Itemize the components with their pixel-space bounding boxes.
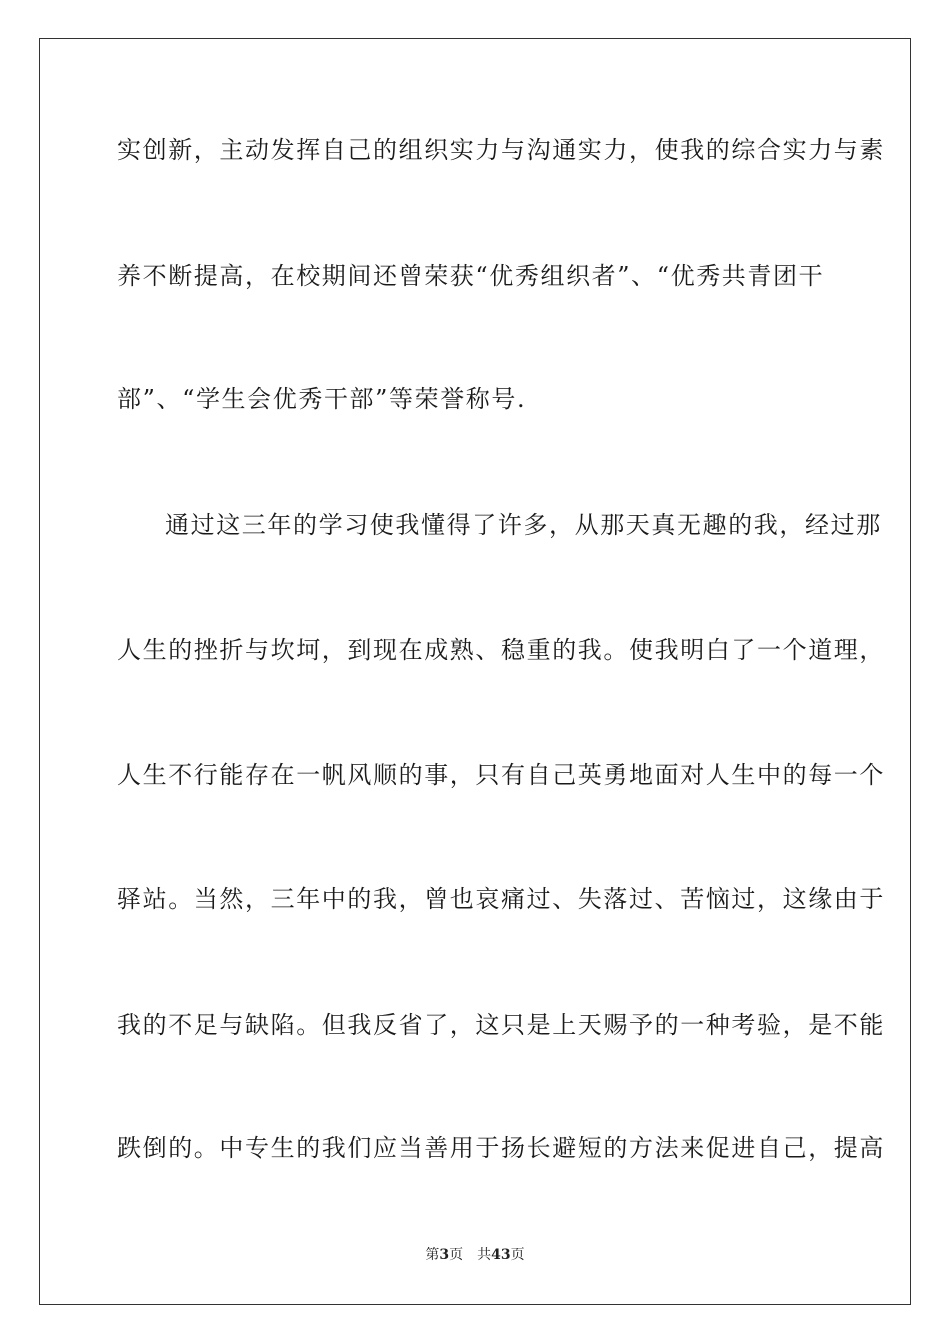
text-line-8: 我的不足与缺陷。但我反省了，这只是上天赐予的一种考验，是不能 <box>117 1011 885 1039</box>
text-line-1: 实创新，主动发挥自己的组织实力与沟通实力，使我的综合实力与素 <box>117 136 885 164</box>
text-line-3: 部”、“学生会优秀干部”等荣誉称号. <box>117 385 527 413</box>
text-line-2: 养不断提高，在校期间还曾荣获“优秀组织者”、“优秀共青团干 <box>117 262 825 290</box>
total-suffix: 页 <box>510 1247 525 1263</box>
total-prefix: 共 <box>477 1247 492 1263</box>
total-pages: 43 <box>491 1247 511 1263</box>
text-line-5: 人生的挫折与坎坷，到现在成熟、稳重的我。使我明白了一个道理， <box>117 636 885 664</box>
text-line-4-paragraph-start: 通过这三年的学习使我懂得了许多，从那天真无趣的我，经过那 <box>165 511 882 539</box>
page-footer <box>0 1246 950 1264</box>
text-line-6: 人生不行能存在一帆风顺的事，只有自己英勇地面对人生中的每一个 <box>117 761 885 789</box>
text-line-7: 驿站。当然，三年中的我，曾也哀痛过、失落过、苦恼过，这缘由于 <box>117 885 885 913</box>
page-suffix: 页 <box>449 1247 464 1263</box>
page-prefix: 第 <box>425 1247 440 1263</box>
text-line-9: 跌倒的。中专生的我们应当善用于扬长避短的方法来促进自己，提高 <box>117 1134 885 1162</box>
page-border <box>39 38 911 1305</box>
page-number: 3 <box>439 1247 450 1263</box>
